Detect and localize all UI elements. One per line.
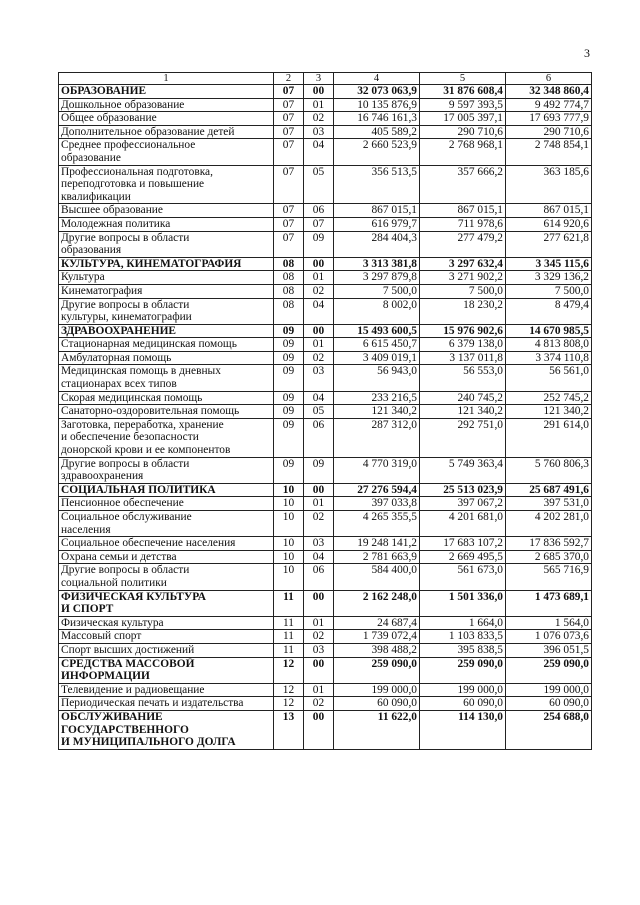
row-value-col5: 17 005 397,1 [420, 112, 506, 126]
row-value-col5: 2 768 968,1 [420, 139, 506, 165]
row-value-col5: 2 669 495,5 [420, 550, 506, 564]
row-name: Общее образование [59, 112, 274, 126]
row-name: Профессиональная подготовка, переподготовка и повышение квалификации [59, 165, 274, 204]
page-number: 3 [584, 46, 590, 60]
row-value-col6: 121 340,2 [506, 405, 592, 419]
row-value-col6: 254 688,0 [506, 710, 592, 749]
row-value-col4: 397 033,8 [334, 497, 420, 511]
row-value-col5: 25 513 023,9 [420, 483, 506, 497]
row-value-col6: 17 693 777,9 [506, 112, 592, 126]
row-section-code: 10 [274, 483, 304, 497]
row-value-col6: 259 090,0 [506, 657, 592, 683]
row-name: Периодическая печать и издательства [59, 697, 274, 711]
row-subsection-code: 01 [304, 271, 334, 285]
row-value-col6: 565 716,9 [506, 564, 592, 590]
row-value-col6: 7 500,0 [506, 284, 592, 298]
row-section-code: 09 [274, 405, 304, 419]
row-value-col4: 11 622,0 [334, 710, 420, 749]
row-value-col6: 2 748 854,1 [506, 139, 592, 165]
table-row [59, 125, 592, 139]
row-subsection-code: 02 [304, 630, 334, 644]
row-value-col4: 3 313 381,8 [334, 257, 420, 271]
table-row [59, 483, 592, 497]
row-section-code: 07 [274, 231, 304, 257]
table-row [59, 550, 592, 564]
row-value-col6: 4 813 808,0 [506, 338, 592, 352]
row-section-code: 09 [274, 418, 304, 457]
row-value-col4: 56 943,0 [334, 365, 420, 391]
row-name: КУЛЬТУРА, КИНЕМАТОГРАФИЯ [59, 257, 274, 271]
row-section-code: 08 [274, 298, 304, 324]
header-cell: 5 [420, 73, 506, 85]
table-row [59, 231, 592, 257]
row-name: Дошкольное образование [59, 98, 274, 112]
row-value-col4: 121 340,2 [334, 405, 420, 419]
row-value-col5: 56 553,0 [420, 365, 506, 391]
row-value-col5: 9 597 393,5 [420, 98, 506, 112]
row-value-col5: 4 201 681,0 [420, 511, 506, 537]
table-row [59, 112, 592, 126]
row-value-col5: 6 379 138,0 [420, 338, 506, 352]
row-section-code: 10 [274, 550, 304, 564]
row-value-col4: 259 090,0 [334, 657, 420, 683]
table-row [59, 351, 592, 365]
row-name: Другие вопросы в области образования [59, 231, 274, 257]
row-name: ОБРАЗОВАНИЕ [59, 85, 274, 99]
table-row [59, 204, 592, 218]
row-section-code: 09 [274, 324, 304, 338]
row-value-col5: 199 000,0 [420, 683, 506, 697]
table-row [59, 85, 592, 99]
row-name: Кинематография [59, 284, 274, 298]
budget-table [58, 72, 592, 750]
row-value-col4: 15 493 600,5 [334, 324, 420, 338]
row-section-code: 08 [274, 271, 304, 285]
row-subsection-code: 03 [304, 643, 334, 657]
row-value-col6: 277 621,8 [506, 231, 592, 257]
row-section-code: 12 [274, 697, 304, 711]
table-row [59, 391, 592, 405]
row-subsection-code: 01 [304, 338, 334, 352]
row-value-col5: 3 137 011,8 [420, 351, 506, 365]
table-row [59, 657, 592, 683]
row-section-code: 07 [274, 85, 304, 99]
row-value-col6: 252 745,2 [506, 391, 592, 405]
row-section-code: 10 [274, 497, 304, 511]
row-subsection-code: 06 [304, 418, 334, 457]
header-cell: 2 [274, 73, 304, 85]
row-value-col6: 2 685 370,0 [506, 550, 592, 564]
row-subsection-code: 00 [304, 590, 334, 616]
row-subsection-code: 02 [304, 112, 334, 126]
row-value-col6: 3 374 110,8 [506, 351, 592, 365]
row-name: Другие вопросы в области социальной политики [59, 564, 274, 590]
row-value-col4: 356 513,5 [334, 165, 420, 204]
row-section-code: 09 [274, 351, 304, 365]
row-value-col4: 199 000,0 [334, 683, 420, 697]
row-value-col4: 60 090,0 [334, 697, 420, 711]
row-value-col4: 405 589,2 [334, 125, 420, 139]
row-value-col5: 292 751,0 [420, 418, 506, 457]
row-value-col6: 3 345 115,6 [506, 257, 592, 271]
row-name: Скорая медицинская помощь [59, 391, 274, 405]
row-subsection-code: 00 [304, 257, 334, 271]
row-subsection-code: 04 [304, 139, 334, 165]
row-value-col5: 561 673,0 [420, 564, 506, 590]
row-section-code: 07 [274, 217, 304, 231]
row-name: Телевидение и радиовещание [59, 683, 274, 697]
row-value-col5: 357 666,2 [420, 165, 506, 204]
row-value-col4: 16 746 161,3 [334, 112, 420, 126]
row-value-col4: 4 265 355,5 [334, 511, 420, 537]
row-section-code: 09 [274, 391, 304, 405]
table-row [59, 630, 592, 644]
row-value-col6: 32 348 860,4 [506, 85, 592, 99]
row-value-col6: 1 473 689,1 [506, 590, 592, 616]
table-row [59, 298, 592, 324]
row-value-col5: 259 090,0 [420, 657, 506, 683]
row-value-col4: 398 488,2 [334, 643, 420, 657]
row-section-code: 08 [274, 257, 304, 271]
row-value-col5: 7 500,0 [420, 284, 506, 298]
row-value-col5: 5 749 363,4 [420, 457, 506, 483]
table-row [59, 405, 592, 419]
row-value-col5: 277 479,2 [420, 231, 506, 257]
row-subsection-code: 00 [304, 85, 334, 99]
row-value-col6: 56 561,0 [506, 365, 592, 391]
row-value-col6: 14 670 985,5 [506, 324, 592, 338]
row-value-col6: 614 920,6 [506, 217, 592, 231]
table-header-row [59, 73, 592, 85]
row-name: Социальное обслуживание населения [59, 511, 274, 537]
row-section-code: 11 [274, 590, 304, 616]
row-value-col5: 18 230,2 [420, 298, 506, 324]
table-row [59, 643, 592, 657]
row-value-col4: 616 979,7 [334, 217, 420, 231]
table-row [59, 271, 592, 285]
row-value-col5: 3 271 902,2 [420, 271, 506, 285]
table-row [59, 365, 592, 391]
table-row [59, 257, 592, 271]
row-name: ЗДРАВООХРАНЕНИЕ [59, 324, 274, 338]
header-cell: 6 [506, 73, 592, 85]
row-name: Заготовка, переработка, хранение и обеспечение безопасности донорской крови и ее компонентов [59, 418, 274, 457]
table-row [59, 710, 592, 749]
row-name: Массовый спорт [59, 630, 274, 644]
row-value-col6: 8 479,4 [506, 298, 592, 324]
row-value-col6: 9 492 774,7 [506, 98, 592, 112]
row-value-col5: 395 838,5 [420, 643, 506, 657]
row-name: Санаторно-оздоровительная помощь [59, 405, 274, 419]
row-value-col6: 363 185,6 [506, 165, 592, 204]
row-section-code: 09 [274, 338, 304, 352]
row-value-col6: 5 760 806,3 [506, 457, 592, 483]
row-name: Физическая культура [59, 616, 274, 630]
row-value-col6: 291 614,0 [506, 418, 592, 457]
row-subsection-code: 04 [304, 391, 334, 405]
table-row [59, 284, 592, 298]
row-name: Молодежная политика [59, 217, 274, 231]
row-section-code: 07 [274, 165, 304, 204]
header-cell: 4 [334, 73, 420, 85]
row-subsection-code: 06 [304, 564, 334, 590]
row-subsection-code: 01 [304, 98, 334, 112]
row-subsection-code: 01 [304, 497, 334, 511]
row-section-code: 09 [274, 365, 304, 391]
row-section-code: 08 [274, 284, 304, 298]
row-value-col6: 4 202 281,0 [506, 511, 592, 537]
row-subsection-code: 02 [304, 284, 334, 298]
row-name: Стационарная медицинская помощь [59, 338, 274, 352]
table-row [59, 564, 592, 590]
row-name: Другие вопросы в области здравоохранения [59, 457, 274, 483]
row-value-col4: 1 739 072,4 [334, 630, 420, 644]
row-value-col5: 867 015,1 [420, 204, 506, 218]
row-subsection-code: 02 [304, 511, 334, 537]
table-row [59, 217, 592, 231]
row-value-col5: 290 710,6 [420, 125, 506, 139]
row-value-col6: 1 564,0 [506, 616, 592, 630]
row-value-col4: 2 781 663,9 [334, 550, 420, 564]
row-name: Среднее профессиональное образование [59, 139, 274, 165]
row-value-col4: 3 297 879,8 [334, 271, 420, 285]
row-value-col6: 199 000,0 [506, 683, 592, 697]
row-value-col4: 284 404,3 [334, 231, 420, 257]
row-value-col5: 3 297 632,4 [420, 257, 506, 271]
row-name: СРЕДСТВА МАССОВОЙ ИНФОРМАЦИИ [59, 657, 274, 683]
row-subsection-code: 01 [304, 616, 334, 630]
row-subsection-code: 00 [304, 324, 334, 338]
row-value-col6: 60 090,0 [506, 697, 592, 711]
row-subsection-code: 05 [304, 405, 334, 419]
row-name: Медицинская помощь в дневных стационарах всех типов [59, 365, 274, 391]
row-value-col6: 290 710,6 [506, 125, 592, 139]
table-row [59, 497, 592, 511]
row-subsection-code: 03 [304, 125, 334, 139]
table-row [59, 590, 592, 616]
row-value-col5: 17 683 107,2 [420, 537, 506, 551]
row-section-code: 07 [274, 98, 304, 112]
row-name: Культура [59, 271, 274, 285]
row-name: Амбулаторная помощь [59, 351, 274, 365]
row-name: Другие вопросы в области культуры, кинематографии [59, 298, 274, 324]
row-value-col4: 2 660 523,9 [334, 139, 420, 165]
row-value-col4: 233 216,5 [334, 391, 420, 405]
row-value-col4: 10 135 876,9 [334, 98, 420, 112]
row-value-col6: 25 687 491,6 [506, 483, 592, 497]
row-section-code: 10 [274, 511, 304, 537]
row-section-code: 11 [274, 616, 304, 630]
table-row [59, 338, 592, 352]
row-value-col4: 4 770 319,0 [334, 457, 420, 483]
row-value-col5: 114 130,0 [420, 710, 506, 749]
row-name: Спорт высших достижений [59, 643, 274, 657]
row-value-col4: 32 073 063,9 [334, 85, 420, 99]
row-value-col4: 6 615 450,7 [334, 338, 420, 352]
row-value-col6: 396 051,5 [506, 643, 592, 657]
row-section-code: 10 [274, 564, 304, 590]
row-value-col4: 27 276 594,4 [334, 483, 420, 497]
row-value-col5: 15 976 902,6 [420, 324, 506, 338]
table-row [59, 511, 592, 537]
row-name: Высшее образование [59, 204, 274, 218]
row-value-col6: 17 836 592,7 [506, 537, 592, 551]
row-subsection-code: 01 [304, 683, 334, 697]
row-section-code: 11 [274, 630, 304, 644]
row-subsection-code: 03 [304, 365, 334, 391]
row-value-col5: 121 340,2 [420, 405, 506, 419]
table-row [59, 139, 592, 165]
table-row [59, 697, 592, 711]
row-value-col5: 240 745,2 [420, 391, 506, 405]
row-value-col6: 397 531,0 [506, 497, 592, 511]
row-subsection-code: 09 [304, 457, 334, 483]
row-value-col4: 7 500,0 [334, 284, 420, 298]
table-row [59, 616, 592, 630]
row-subsection-code: 04 [304, 550, 334, 564]
table-row [59, 457, 592, 483]
row-name: ФИЗИЧЕСКАЯ КУЛЬТУРА И СПОРТ [59, 590, 274, 616]
row-value-col5: 1 501 336,0 [420, 590, 506, 616]
row-value-col5: 1 664,0 [420, 616, 506, 630]
table-row [59, 98, 592, 112]
row-subsection-code: 07 [304, 217, 334, 231]
row-value-col4: 2 162 248,0 [334, 590, 420, 616]
table-row [59, 537, 592, 551]
row-subsection-code: 09 [304, 231, 334, 257]
row-subsection-code: 05 [304, 165, 334, 204]
row-name: ОБСЛУЖИВАНИЕ ГОСУДАРСТВЕННОГО И МУНИЦИПАЛЬНОГО ДОЛГА [59, 710, 274, 749]
row-subsection-code: 00 [304, 710, 334, 749]
row-name: Дополнительное образование детей [59, 125, 274, 139]
row-subsection-code: 02 [304, 697, 334, 711]
row-section-code: 12 [274, 683, 304, 697]
row-value-col5: 397 067,2 [420, 497, 506, 511]
row-value-col4: 584 400,0 [334, 564, 420, 590]
header-cell: 3 [304, 73, 334, 85]
row-subsection-code: 00 [304, 657, 334, 683]
row-section-code: 07 [274, 125, 304, 139]
row-subsection-code: 03 [304, 537, 334, 551]
table-row [59, 324, 592, 338]
row-value-col5: 60 090,0 [420, 697, 506, 711]
row-value-col6: 1 076 073,6 [506, 630, 592, 644]
row-section-code: 11 [274, 643, 304, 657]
row-value-col4: 867 015,1 [334, 204, 420, 218]
header-cell: 1 [59, 73, 274, 85]
row-value-col5: 1 103 833,5 [420, 630, 506, 644]
table-row [59, 165, 592, 204]
row-value-col4: 8 002,0 [334, 298, 420, 324]
row-subsection-code: 02 [304, 351, 334, 365]
row-section-code: 13 [274, 710, 304, 749]
row-section-code: 09 [274, 457, 304, 483]
row-value-col6: 3 329 136,2 [506, 271, 592, 285]
row-value-col4: 19 248 141,2 [334, 537, 420, 551]
row-value-col5: 711 978,6 [420, 217, 506, 231]
row-section-code: 10 [274, 537, 304, 551]
row-value-col4: 287 312,0 [334, 418, 420, 457]
row-subsection-code: 00 [304, 483, 334, 497]
row-section-code: 07 [274, 139, 304, 165]
row-value-col6: 867 015,1 [506, 204, 592, 218]
row-name: Социальное обеспечение населения [59, 537, 274, 551]
row-value-col5: 31 876 608,4 [420, 85, 506, 99]
row-name: Пенсионное обеспечение [59, 497, 274, 511]
row-section-code: 07 [274, 112, 304, 126]
row-section-code: 12 [274, 657, 304, 683]
table-row [59, 418, 592, 457]
row-subsection-code: 06 [304, 204, 334, 218]
row-value-col4: 3 409 019,1 [334, 351, 420, 365]
row-subsection-code: 04 [304, 298, 334, 324]
table-row [59, 683, 592, 697]
row-name: СОЦИАЛЬНАЯ ПОЛИТИКА [59, 483, 274, 497]
row-value-col4: 24 687,4 [334, 616, 420, 630]
row-section-code: 07 [274, 204, 304, 218]
row-name: Охрана семьи и детства [59, 550, 274, 564]
